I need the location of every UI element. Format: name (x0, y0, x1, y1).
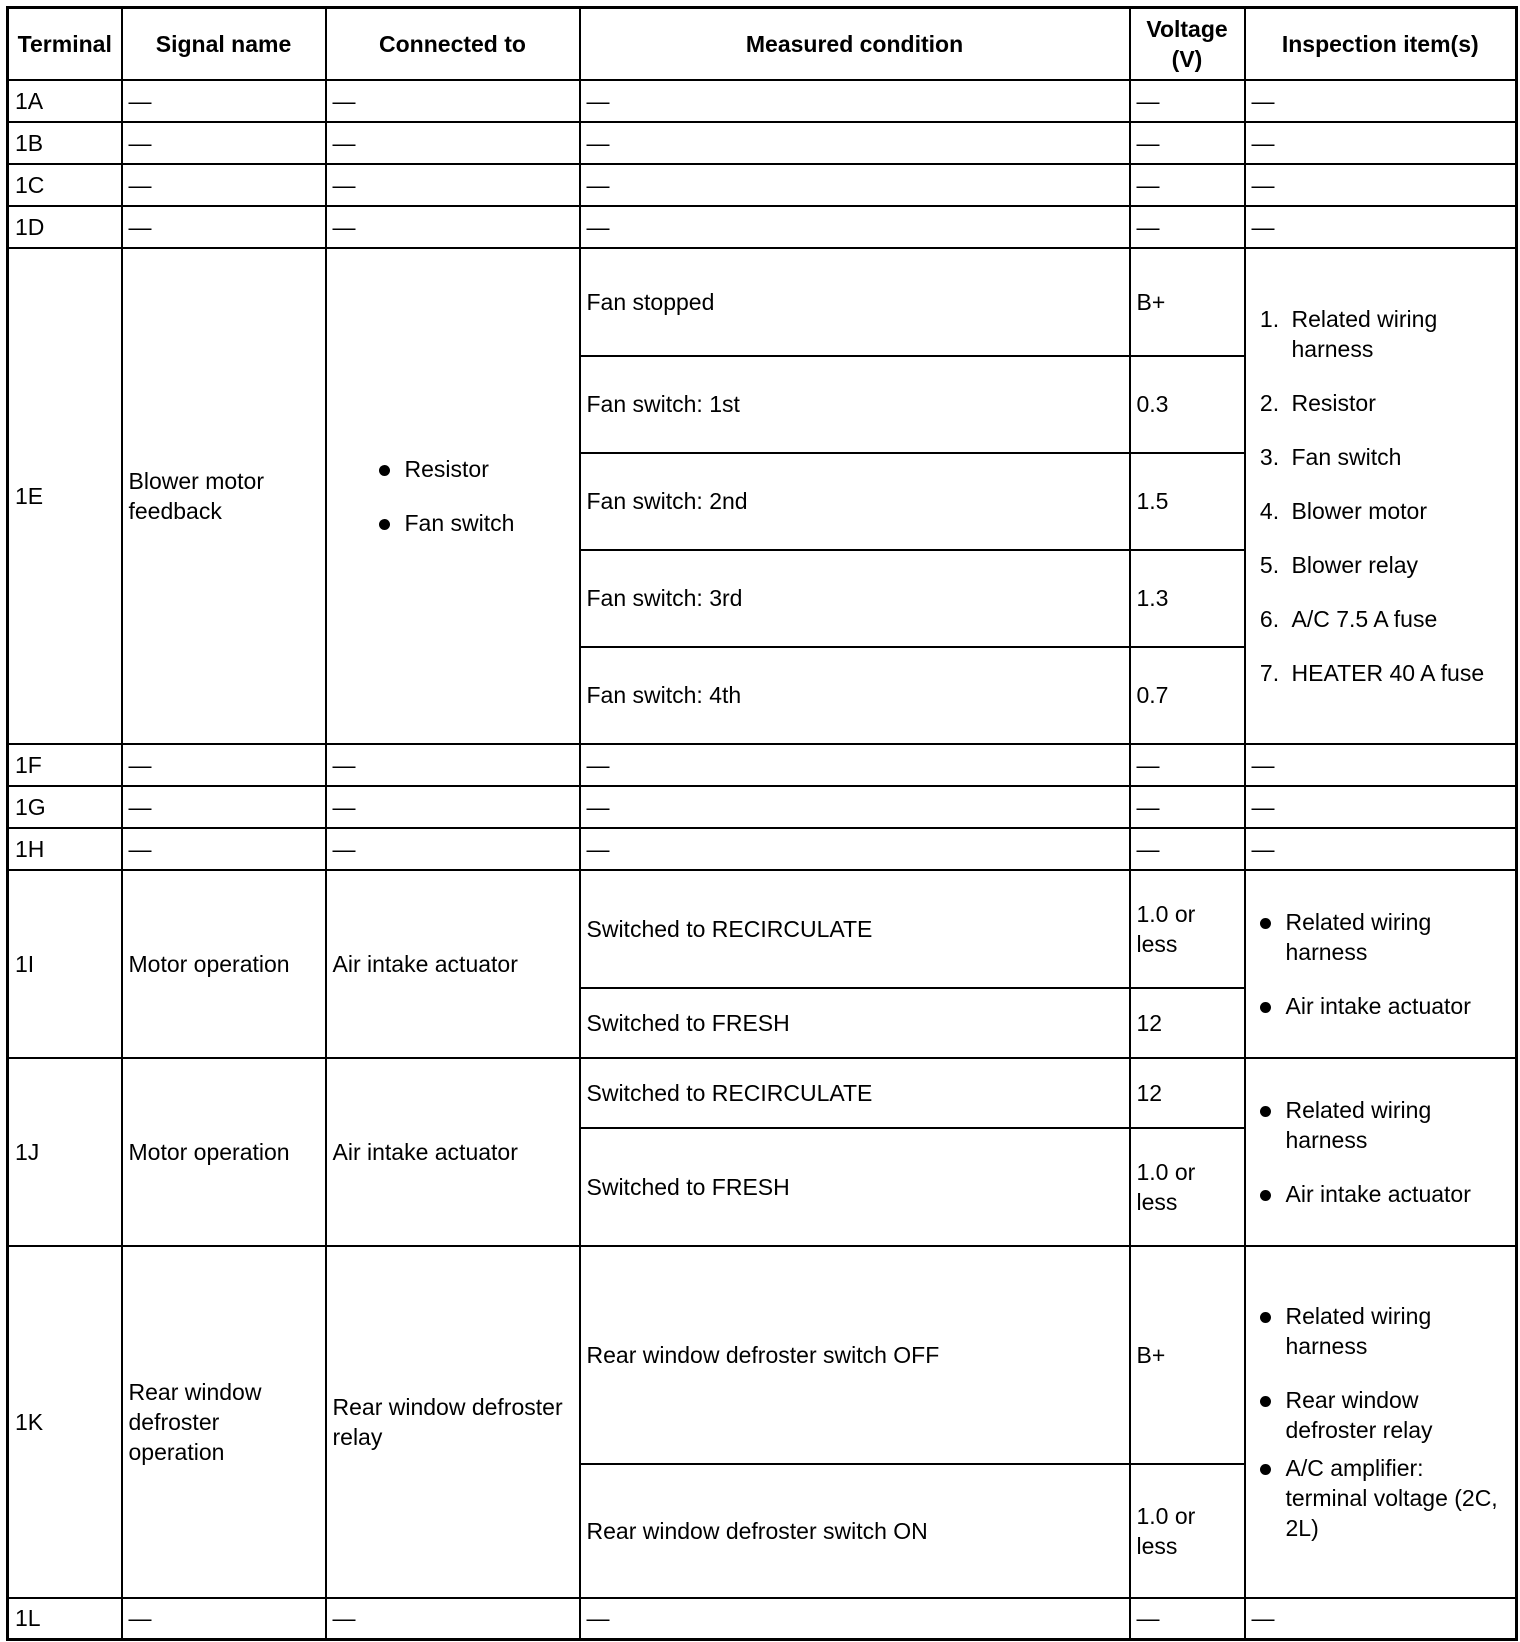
condition-cell: Rear window defroster switch OFF (580, 1246, 1130, 1464)
voltage-cell: 12 (1130, 988, 1245, 1058)
signal-cell: — (122, 786, 326, 828)
connected-cell: — (326, 828, 580, 870)
inspection-list (1252, 1095, 1510, 1209)
inspection-cell: — (1245, 828, 1517, 870)
inspection-item: 1. Related wiring harness (1286, 304, 1510, 364)
table-row-1i (8, 870, 1517, 988)
inspection-item: 7. HEATER 40 A fuse (1286, 658, 1510, 688)
voltage-cell: B+ (1130, 248, 1245, 356)
signal-cell: — (122, 80, 326, 122)
inspection-item: 6. A/C 7.5 A fuse (1286, 604, 1510, 634)
signal-cell: Motor operation (122, 1058, 326, 1246)
table-row (8, 786, 1517, 828)
terminal-cell: 1G (8, 786, 122, 828)
table-row (8, 80, 1517, 122)
inspection-cell: — (1245, 744, 1517, 786)
signal-cell: Rear window defroster operation (122, 1246, 326, 1598)
connected-cell: — (326, 206, 580, 248)
voltage-cell: — (1130, 80, 1245, 122)
voltage-cell: B+ (1130, 1246, 1245, 1464)
connected-list (333, 454, 573, 538)
connected-cell: — (326, 1598, 580, 1640)
condition-cell: — (580, 1598, 1130, 1640)
condition-cell: — (580, 828, 1130, 870)
inspection-item: 2. Resistor (1286, 388, 1510, 418)
condition-cell: — (580, 744, 1130, 786)
inspection-item: 3. Fan switch (1286, 442, 1510, 472)
condition-cell: Fan switch: 1st (580, 356, 1130, 453)
connected-cell: — (326, 122, 580, 164)
table-row (8, 122, 1517, 164)
header-voltage: Voltage (V) (1130, 8, 1245, 80)
inspection-item: Rear window defroster relay (1252, 1385, 1510, 1445)
inspection-cell: — (1245, 164, 1517, 206)
condition-cell: Switched to RECIRCULATE (580, 1058, 1130, 1128)
terminal-cell: 1I (8, 870, 122, 1058)
inspection-item: Related wiring harness (1252, 1095, 1510, 1155)
table-row-1k (8, 1246, 1517, 1464)
condition-cell: Fan switch: 4th (580, 647, 1130, 744)
table-row (8, 164, 1517, 206)
condition-cell: — (580, 122, 1130, 164)
inspection-item: A/C amplifier: terminal voltage (2C, 2L) (1252, 1453, 1510, 1543)
inspection-item: Air intake actuator (1252, 991, 1510, 1021)
inspection-list (1252, 1301, 1510, 1543)
condition-cell: Fan stopped (580, 248, 1130, 356)
inspection-cell: — (1245, 80, 1517, 122)
terminal-cell: 1D (8, 206, 122, 248)
header-row (8, 8, 1517, 80)
header-connected-to: Connected to (326, 8, 580, 80)
voltage-cell: — (1130, 1598, 1245, 1640)
terminal-cell: 1C (8, 164, 122, 206)
header-signal-name: Signal name (122, 8, 326, 80)
connected-cell: — (326, 744, 580, 786)
condition-cell: Switched to FRESH (580, 1128, 1130, 1246)
table-row (8, 206, 1517, 248)
inspection-item: Air intake actuator (1252, 1179, 1510, 1209)
inspection-list (1252, 907, 1510, 1021)
condition-cell: Fan switch: 3rd (580, 550, 1130, 647)
connected-item: Fan switch (371, 508, 573, 538)
signal-cell: — (122, 206, 326, 248)
voltage-cell: 1.0 or less (1130, 1464, 1245, 1598)
voltage-cell: — (1130, 206, 1245, 248)
table-row-1e (8, 248, 1517, 356)
inspection-cell (1245, 1246, 1517, 1598)
inspection-cell (1245, 248, 1517, 744)
signal-cell: — (122, 828, 326, 870)
voltage-cell: 1.3 (1130, 550, 1245, 647)
voltage-cell: — (1130, 122, 1245, 164)
condition-cell: — (580, 164, 1130, 206)
table-row-1j (8, 1058, 1517, 1128)
inspection-item: 5. Blower relay (1286, 550, 1510, 580)
inspection-item: Related wiring harness (1252, 907, 1510, 967)
terminal-cell: 1B (8, 122, 122, 164)
voltage-cell: — (1130, 164, 1245, 206)
inspection-item: Related wiring harness (1252, 1301, 1510, 1361)
terminal-cell: 1L (8, 1598, 122, 1640)
terminal-cell: 1K (8, 1246, 122, 1598)
condition-cell: Fan switch: 2nd (580, 453, 1130, 550)
table-row (8, 1598, 1517, 1640)
voltage-cell: — (1130, 744, 1245, 786)
voltage-cell: 0.7 (1130, 647, 1245, 744)
header-terminal: Terminal (8, 8, 122, 80)
header-measured-condition: Measured condition (580, 8, 1130, 80)
signal-cell: — (122, 164, 326, 206)
connected-cell: — (326, 786, 580, 828)
voltage-cell: 1.0 or less (1130, 1128, 1245, 1246)
voltage-cell: 12 (1130, 1058, 1245, 1128)
inspection-cell: — (1245, 786, 1517, 828)
signal-cell: — (122, 1598, 326, 1640)
voltage-cell: 1.5 (1130, 453, 1245, 550)
voltage-cell: 1.0 or less (1130, 870, 1245, 988)
inspection-item: 4. Blower motor (1286, 496, 1510, 526)
inspection-cell (1245, 870, 1517, 1058)
table-row (8, 828, 1517, 870)
inspection-cell: — (1245, 1598, 1517, 1640)
terminal-spec-table (6, 6, 1518, 1641)
header-inspection-items: Inspection item(s) (1245, 8, 1517, 80)
connected-cell: Rear window defroster relay (326, 1246, 580, 1598)
connected-cell: Air intake actuator (326, 1058, 580, 1246)
voltage-cell: 0.3 (1130, 356, 1245, 453)
condition-cell: Switched to FRESH (580, 988, 1130, 1058)
signal-cell: Motor operation (122, 870, 326, 1058)
inspection-cell (1245, 1058, 1517, 1246)
condition-cell: — (580, 206, 1130, 248)
connected-cell: Air intake actuator (326, 870, 580, 1058)
inspection-cell: — (1245, 206, 1517, 248)
condition-cell: Switched to RECIRCULATE (580, 870, 1130, 988)
condition-cell: — (580, 80, 1130, 122)
voltage-cell: — (1130, 786, 1245, 828)
connected-cell: — (326, 80, 580, 122)
terminal-cell: 1F (8, 744, 122, 786)
terminal-cell: 1H (8, 828, 122, 870)
signal-cell: — (122, 744, 326, 786)
terminal-cell: 1A (8, 80, 122, 122)
inspection-list (1252, 304, 1510, 688)
condition-cell: Rear window defroster switch ON (580, 1464, 1130, 1598)
terminal-cell: 1J (8, 1058, 122, 1246)
connected-cell: — (326, 164, 580, 206)
terminal-cell: 1E (8, 248, 122, 744)
signal-cell: — (122, 122, 326, 164)
inspection-cell: — (1245, 122, 1517, 164)
voltage-cell: — (1130, 828, 1245, 870)
table-row (8, 744, 1517, 786)
connected-item: Resistor (371, 454, 573, 484)
signal-cell: Blower motor feedback (122, 248, 326, 744)
condition-cell: — (580, 786, 1130, 828)
connected-cell (326, 248, 580, 744)
